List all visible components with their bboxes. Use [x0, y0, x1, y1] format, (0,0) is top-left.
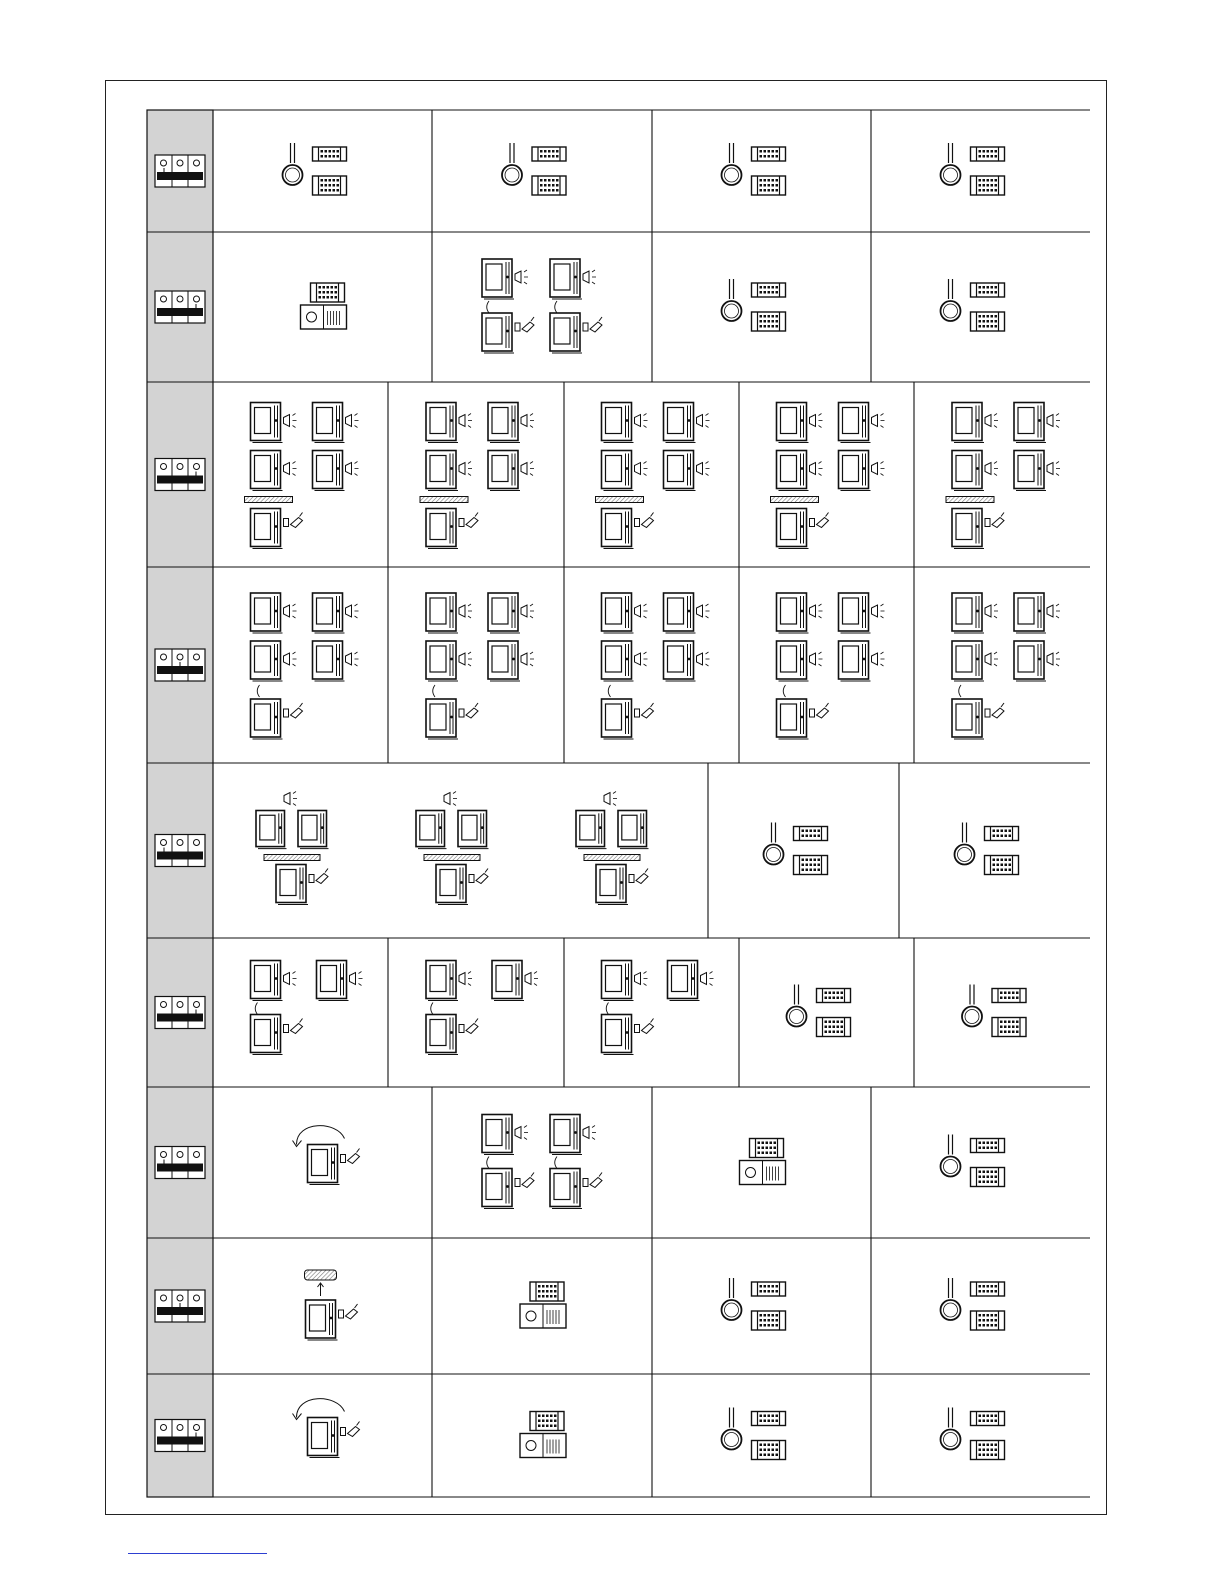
video-monitor-icon — [664, 403, 696, 443]
diagram-cell — [416, 792, 489, 905]
entrance-panel-icon — [313, 176, 347, 195]
ringing-speaker-icon — [444, 792, 457, 806]
ringing-speaker-icon — [521, 604, 534, 618]
hatched-bus-bar-icon — [420, 497, 468, 503]
handset-icon — [341, 1422, 360, 1437]
button-knob-icon — [722, 1408, 742, 1450]
ringing-speaker-icon — [1047, 604, 1060, 618]
video-monitor-icon — [602, 451, 634, 491]
handset-icon — [635, 1019, 654, 1034]
entrance-panel-icon — [794, 827, 828, 841]
ringing-speaker-icon — [521, 414, 534, 428]
video-monitor-icon — [426, 403, 458, 443]
video-monitor-icon — [426, 593, 458, 633]
video-monitor-icon — [602, 641, 634, 681]
video-monitor-icon — [602, 699, 634, 739]
diagram-cell — [520, 1282, 566, 1328]
ringing-speaker-icon — [515, 270, 528, 284]
video-monitor-icon — [426, 1015, 458, 1055]
video-monitor-icon — [313, 593, 345, 633]
connection-link-icon — [431, 1003, 433, 1015]
diagram-cell — [482, 259, 602, 353]
table-row — [147, 763, 1090, 938]
video-monitor-icon — [426, 641, 458, 681]
video-monitor-icon — [602, 593, 634, 633]
entrance-panel-icon — [794, 856, 828, 875]
video-monitor-icon — [952, 593, 984, 633]
video-monitor-icon — [426, 451, 458, 491]
diagram-cell — [293, 1399, 360, 1458]
diagram-cell — [787, 985, 851, 1037]
camera-dome-icon — [305, 1270, 337, 1296]
entrance-panel-icon — [817, 1018, 851, 1037]
video-monitor-icon — [1014, 451, 1046, 491]
diagram-cell — [941, 143, 1005, 195]
ringing-speaker-icon — [810, 414, 823, 428]
button-knob-icon — [722, 279, 742, 321]
video-monitor-icon — [488, 593, 520, 633]
video-monitor-icon — [777, 699, 809, 739]
diagram-cell — [426, 593, 534, 739]
ringing-speaker-icon — [346, 652, 359, 666]
video-monitor-icon — [482, 1169, 514, 1209]
connection-link-icon — [555, 1157, 557, 1169]
table-row — [147, 567, 1090, 763]
diagram-cell — [962, 985, 1026, 1037]
diagram-cell — [596, 403, 710, 549]
handset-icon — [583, 317, 602, 332]
ringing-speaker-icon — [346, 604, 359, 618]
entrance-panel-icon — [752, 1441, 786, 1460]
diagram-cell — [771, 403, 885, 549]
video-monitor-icon — [276, 865, 308, 905]
ringing-speaker-icon — [635, 604, 648, 618]
handset-icon — [459, 703, 478, 718]
diagram-cell — [941, 1278, 1005, 1330]
video-monitor-icon — [777, 403, 809, 443]
video-monitor-icon — [313, 451, 345, 491]
ringing-speaker-icon — [810, 604, 823, 618]
entrance-panel-icon — [971, 176, 1005, 195]
entrance-panel-icon — [752, 147, 786, 161]
entrance-panel-icon — [971, 1168, 1005, 1187]
video-monitor-icon — [550, 313, 582, 353]
video-monitor-icon — [668, 961, 700, 1001]
video-monitor-icon — [436, 865, 468, 905]
ringing-speaker-icon — [985, 604, 998, 618]
ringing-speaker-icon — [1047, 414, 1060, 428]
handset-icon — [583, 1173, 602, 1188]
video-monitor-icon — [596, 865, 628, 905]
diagram-cell — [955, 823, 1019, 875]
video-monitor-icon — [839, 641, 871, 681]
video-monitor-icon — [492, 961, 524, 1001]
ringing-speaker-icon — [525, 972, 538, 986]
handset-icon — [459, 1019, 478, 1034]
video-monitor-icon — [426, 509, 458, 549]
entrance-panel-icon — [971, 1139, 1005, 1153]
video-monitor-icon — [777, 593, 809, 633]
button-knob-icon — [722, 1278, 742, 1320]
ringing-speaker-icon — [985, 462, 998, 476]
diagram-cell — [764, 823, 828, 875]
ringing-speaker-icon — [810, 462, 823, 476]
entrance-panel-icon — [985, 856, 1019, 875]
entrance-panel-icon — [752, 1412, 786, 1426]
diagram-cell — [420, 403, 534, 549]
entrance-panel-icon — [530, 1282, 564, 1301]
video-monitor-icon — [251, 451, 283, 491]
table-row — [147, 1087, 1090, 1238]
table-row — [147, 232, 1090, 382]
ringing-speaker-icon — [521, 652, 534, 666]
video-monitor-icon — [298, 811, 329, 849]
video-monitor-icon — [550, 1169, 582, 1209]
diagram-cell — [482, 1115, 602, 1209]
entrance-panel-icon — [752, 176, 786, 195]
handset-icon — [515, 1173, 534, 1188]
diagram-cell — [256, 792, 329, 905]
ringing-speaker-icon — [635, 462, 648, 476]
diagram-cell — [722, 1278, 786, 1330]
video-monitor-icon — [777, 451, 809, 491]
diagram-cell — [602, 593, 710, 739]
video-monitor-icon — [426, 699, 458, 739]
video-monitor-icon — [308, 1418, 340, 1458]
entrance-panel-icon — [311, 283, 345, 302]
ringing-speaker-icon — [701, 972, 714, 986]
diagram-cell — [426, 961, 538, 1055]
handset-icon — [341, 1149, 360, 1164]
video-monitor-icon — [952, 451, 984, 491]
ringing-speaker-icon — [1047, 462, 1060, 476]
video-monitor-icon — [602, 509, 634, 549]
ringing-speaker-icon — [872, 462, 885, 476]
video-monitor-icon — [664, 451, 696, 491]
hatched-bus-bar-icon — [946, 497, 994, 503]
entrance-panel-icon — [750, 1139, 784, 1158]
ringing-speaker-icon — [284, 414, 297, 428]
ringing-speaker-icon — [697, 604, 710, 618]
handset-icon — [985, 703, 1004, 718]
connection-link-icon — [487, 301, 489, 313]
handset-icon — [284, 513, 303, 528]
ringing-speaker-icon — [985, 652, 998, 666]
video-monitor-icon — [313, 641, 345, 681]
button-knob-icon — [941, 143, 961, 185]
entrance-panel-icon — [532, 176, 566, 195]
entrance-panel-icon — [313, 147, 347, 161]
connection-link-icon — [959, 685, 961, 697]
entrance-panel-icon — [530, 1412, 564, 1431]
video-monitor-icon — [482, 313, 514, 353]
video-monitor-icon — [426, 961, 458, 1001]
handset-icon — [284, 1019, 303, 1034]
handset-icon — [459, 513, 478, 528]
diagram-cell — [520, 1412, 566, 1458]
dip-switch-setting-icon — [155, 997, 205, 1029]
ringing-speaker-icon — [872, 652, 885, 666]
diagram-cell — [245, 403, 359, 549]
ringing-speaker-icon — [515, 1126, 528, 1140]
entrance-panel-icon — [971, 312, 1005, 331]
video-monitor-icon — [313, 403, 345, 443]
ringing-speaker-icon — [583, 270, 596, 284]
diagram-cell — [777, 593, 885, 739]
ringing-speaker-icon — [459, 652, 472, 666]
entrance-panel-icon — [992, 989, 1026, 1003]
video-monitor-icon — [576, 811, 607, 849]
video-monitor-icon — [317, 961, 349, 1001]
table-row — [147, 1238, 1090, 1374]
dip-switch-setting-icon — [155, 835, 205, 867]
button-knob-icon — [955, 823, 975, 865]
door-station-icon — [520, 1434, 566, 1458]
video-monitor-icon — [488, 641, 520, 681]
ringing-speaker-icon — [872, 414, 885, 428]
diagram-cell — [283, 143, 347, 195]
entrance-panel-icon — [992, 1018, 1026, 1037]
hatched-bus-bar-icon — [245, 497, 293, 503]
handset-icon — [629, 869, 648, 884]
entrance-panel-icon — [971, 1441, 1005, 1460]
table-row — [147, 1374, 1090, 1497]
video-monitor-icon — [458, 811, 489, 849]
hatched-bus-bar-icon — [424, 855, 480, 861]
video-monitor-icon — [602, 961, 634, 1001]
connection-link-icon — [606, 1003, 608, 1015]
handset-icon — [810, 703, 829, 718]
entrance-panel-icon — [752, 312, 786, 331]
video-monitor-icon — [952, 641, 984, 681]
video-monitor-icon — [251, 1015, 283, 1055]
video-monitor-icon — [251, 961, 283, 1001]
ringing-speaker-icon — [697, 462, 710, 476]
ringing-speaker-icon — [459, 414, 472, 428]
video-monitor-icon — [308, 1145, 340, 1185]
diagram-cell — [305, 1270, 358, 1340]
button-knob-icon — [283, 143, 303, 185]
ringing-speaker-icon — [284, 604, 297, 618]
video-monitor-icon — [839, 593, 871, 633]
video-monitor-icon — [952, 403, 984, 443]
ringing-speaker-icon — [521, 462, 534, 476]
diagram-cell — [301, 283, 347, 329]
entrance-panel-icon — [817, 989, 851, 1003]
button-knob-icon — [722, 143, 742, 185]
connection-link-icon — [555, 301, 557, 313]
diagram-cell — [722, 279, 786, 331]
button-knob-icon — [787, 985, 807, 1027]
ringing-speaker-icon — [459, 972, 472, 986]
diagram-cell — [740, 1139, 786, 1185]
button-knob-icon — [941, 1135, 961, 1177]
video-monitor-icon — [251, 641, 283, 681]
ringing-speaker-icon — [284, 652, 297, 666]
ringing-speaker-icon — [350, 972, 363, 986]
diagram-cell — [941, 1135, 1005, 1187]
connection-link-icon — [433, 685, 435, 697]
dip-switch-setting-icon — [155, 1147, 205, 1179]
table-row — [147, 110, 1090, 232]
video-monitor-icon — [251, 509, 283, 549]
diagram-cell — [293, 1126, 360, 1185]
video-monitor-icon — [488, 403, 520, 443]
door-station-icon — [301, 305, 347, 329]
door-station-icon — [520, 1304, 566, 1328]
handset-icon — [309, 869, 328, 884]
ringing-speaker-icon — [284, 792, 297, 806]
ringing-speaker-icon — [346, 414, 359, 428]
ringing-speaker-icon — [459, 462, 472, 476]
diagram-cell — [722, 1408, 786, 1460]
video-monitor-icon — [251, 699, 283, 739]
connection-link-icon — [608, 685, 610, 697]
handset-icon — [284, 703, 303, 718]
handset-icon — [810, 513, 829, 528]
handset-icon — [469, 869, 488, 884]
handset-icon — [635, 703, 654, 718]
table-row — [147, 382, 1090, 567]
hatched-bus-bar-icon — [584, 855, 640, 861]
diagram-cell — [952, 593, 1060, 739]
entrance-panel-icon — [971, 1412, 1005, 1426]
button-knob-icon — [941, 1278, 961, 1320]
dip-switch-setting-icon — [155, 649, 205, 681]
video-monitor-icon — [306, 1300, 338, 1340]
diagram-cell — [941, 1408, 1005, 1460]
hatched-bus-bar-icon — [596, 497, 644, 503]
video-monitor-icon — [416, 811, 447, 849]
video-monitor-icon — [777, 509, 809, 549]
entrance-panel-icon — [971, 1311, 1005, 1330]
diagram-cell — [722, 143, 786, 195]
video-monitor-icon — [952, 699, 984, 739]
ringing-speaker-icon — [583, 1126, 596, 1140]
diagram-cell — [251, 593, 359, 739]
diagram-cell — [941, 279, 1005, 331]
video-monitor-icon — [618, 811, 649, 849]
video-monitor-icon — [482, 1115, 514, 1155]
video-monitor-icon — [664, 641, 696, 681]
diagram-cell — [251, 961, 363, 1055]
video-monitor-icon — [251, 593, 283, 633]
hatched-bus-bar-icon — [771, 497, 819, 503]
dip-switch-setting-icon — [155, 1420, 205, 1452]
video-monitor-icon — [488, 451, 520, 491]
ringing-speaker-icon — [635, 414, 648, 428]
ringing-speaker-icon — [284, 462, 297, 476]
door-station-icon — [740, 1161, 786, 1185]
video-monitor-icon — [952, 509, 984, 549]
entrance-panel-icon — [971, 283, 1005, 297]
ringing-speaker-icon — [346, 462, 359, 476]
entrance-panel-icon — [752, 1282, 786, 1296]
handset-icon — [515, 317, 534, 332]
video-monitor-icon — [550, 1115, 582, 1155]
entrance-panel-icon — [985, 827, 1019, 841]
video-monitor-icon — [251, 403, 283, 443]
connection-link-icon — [783, 685, 785, 697]
video-monitor-icon — [1014, 403, 1046, 443]
dip-switch-setting-icon — [155, 459, 205, 491]
button-knob-icon — [764, 823, 784, 865]
diagram-cell — [602, 961, 714, 1055]
entrance-panel-icon — [971, 147, 1005, 161]
entrance-panel-icon — [752, 1311, 786, 1330]
entrance-panel-icon — [752, 283, 786, 297]
video-monitor-icon — [602, 403, 634, 443]
diagram-cell — [946, 403, 1060, 549]
ringing-speaker-icon — [604, 792, 617, 806]
ringing-speaker-icon — [697, 414, 710, 428]
handset-icon — [339, 1304, 358, 1319]
video-monitor-icon — [482, 259, 514, 299]
ringing-speaker-icon — [1047, 652, 1060, 666]
video-monitor-icon — [839, 451, 871, 491]
ringing-speaker-icon — [284, 972, 297, 986]
button-knob-icon — [941, 279, 961, 321]
video-monitor-icon — [1014, 641, 1046, 681]
video-monitor-icon — [839, 403, 871, 443]
ringing-speaker-icon — [459, 604, 472, 618]
entrance-panel-icon — [971, 1282, 1005, 1296]
video-monitor-icon — [664, 593, 696, 633]
button-knob-icon — [962, 985, 982, 1027]
footer-link-underline[interactable] — [128, 1553, 267, 1554]
video-monitor-icon — [256, 811, 287, 849]
button-knob-icon — [941, 1408, 961, 1450]
ringing-speaker-icon — [697, 652, 710, 666]
dip-switch-setting-icon — [155, 291, 205, 323]
connection-link-icon — [293, 1399, 345, 1420]
ringing-speaker-icon — [872, 604, 885, 618]
entrance-panel-icon — [532, 147, 566, 161]
video-monitor-icon — [550, 259, 582, 299]
handset-icon — [985, 513, 1004, 528]
video-monitor-icon — [777, 641, 809, 681]
connection-link-icon — [487, 1157, 489, 1169]
table-row — [147, 938, 1090, 1087]
hatched-bus-bar-icon — [264, 855, 320, 861]
connection-link-icon — [255, 1003, 257, 1015]
video-monitor-icon — [1014, 593, 1046, 633]
connection-link-icon — [293, 1126, 345, 1147]
dip-switch-setting-icon — [155, 1290, 205, 1322]
diagram-cell — [502, 143, 566, 195]
handset-icon — [635, 513, 654, 528]
ringing-speaker-icon — [810, 652, 823, 666]
ringing-speaker-icon — [635, 972, 648, 986]
button-knob-icon — [502, 143, 522, 185]
dip-switch-setting-icon — [155, 155, 205, 187]
ringing-speaker-icon — [635, 652, 648, 666]
video-monitor-icon — [602, 1015, 634, 1055]
diagram-cell — [576, 792, 649, 905]
connection-link-icon — [257, 685, 259, 697]
ringing-speaker-icon — [985, 414, 998, 428]
